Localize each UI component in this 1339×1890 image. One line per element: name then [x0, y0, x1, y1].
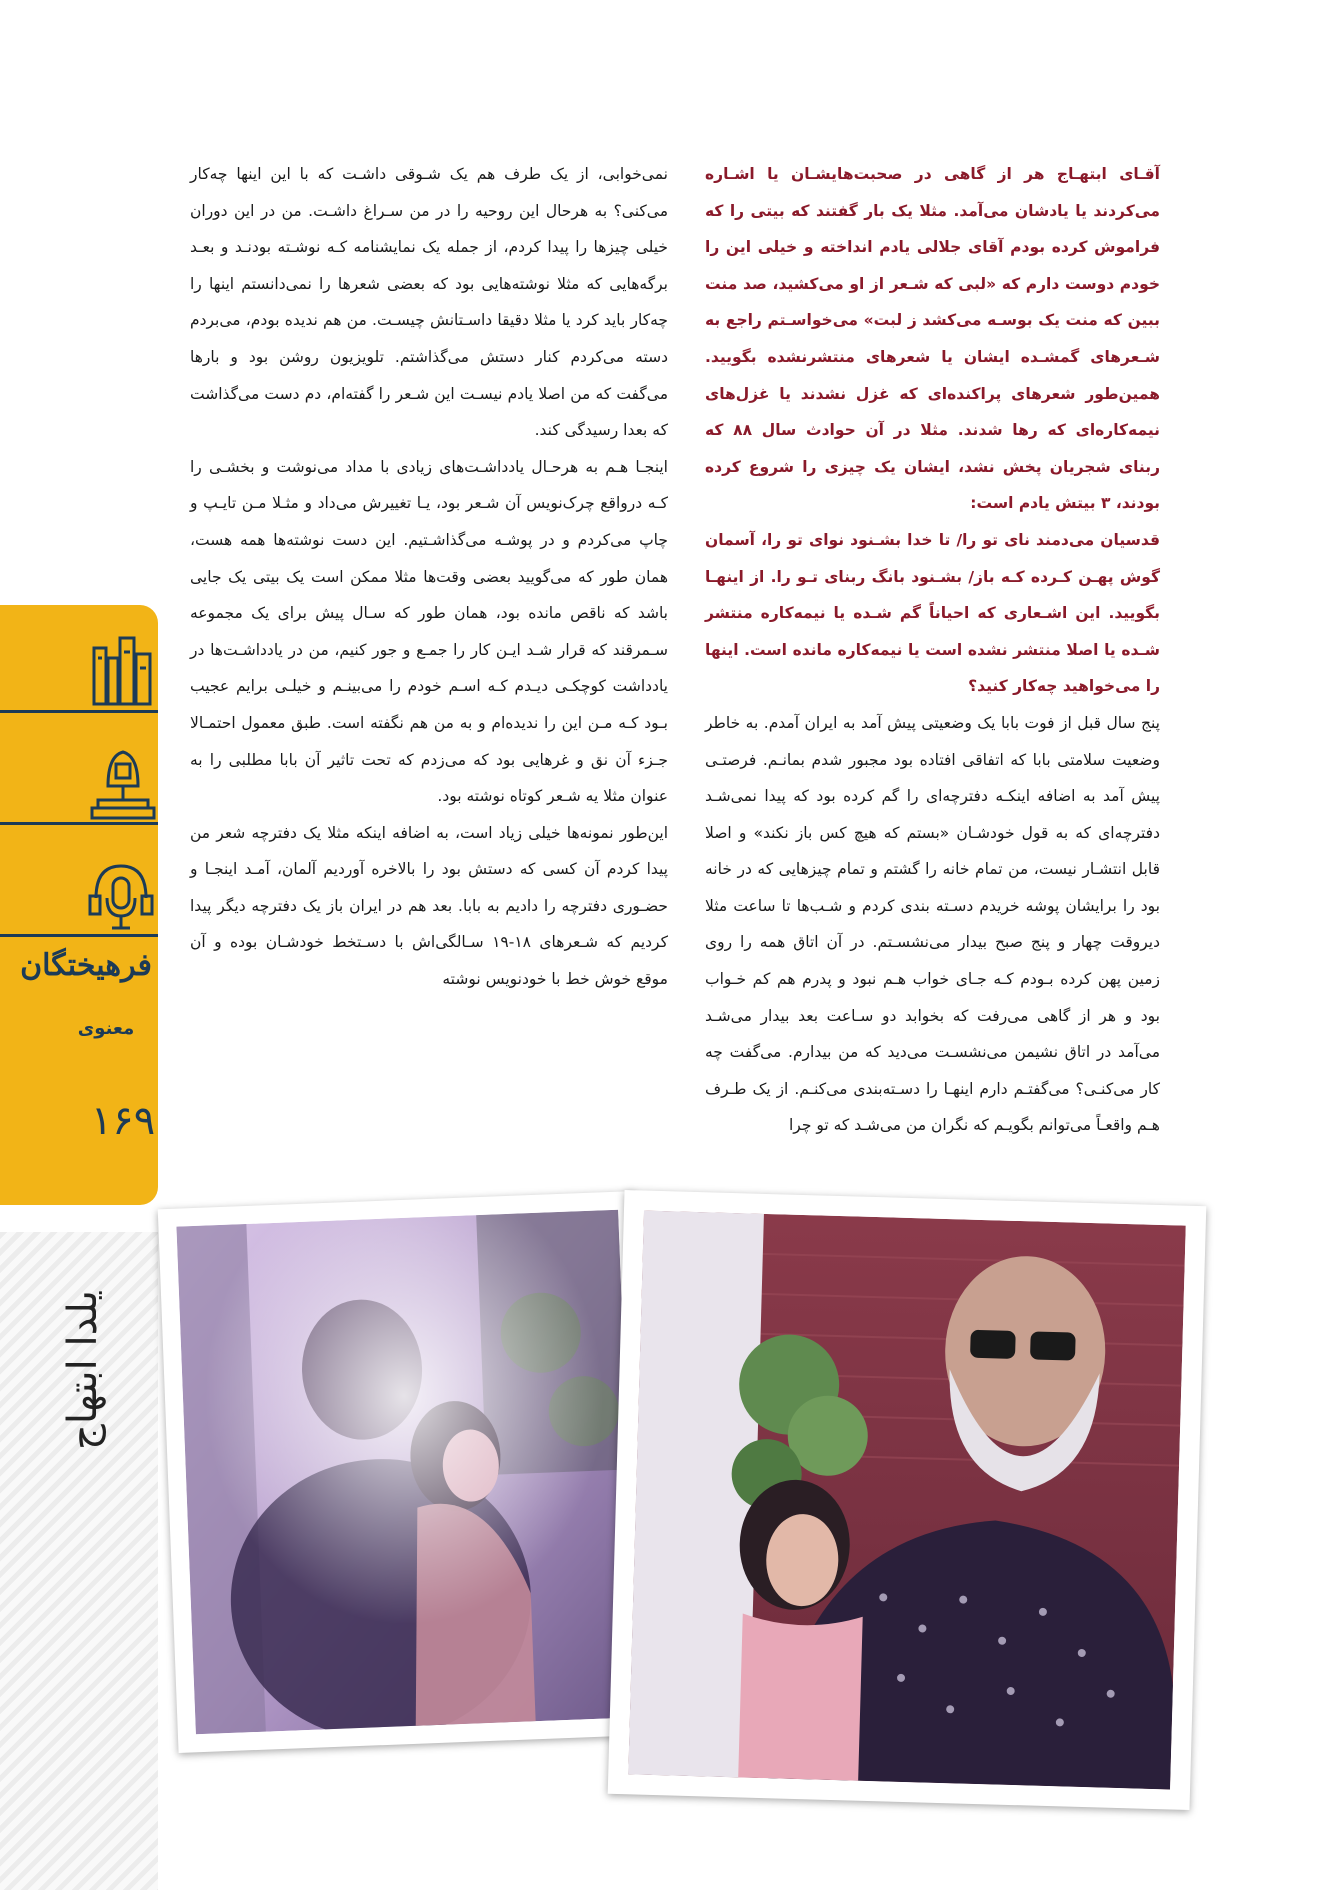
podcast-microphone-icon — [86, 858, 156, 934]
shelf-divider — [0, 710, 158, 713]
brand-logo: فرهیختگان — [20, 948, 152, 983]
photo-frame-right — [608, 1190, 1207, 1810]
author-name: یلدا ابتهاج — [60, 1290, 106, 1450]
photo-frame-left — [158, 1191, 657, 1753]
right-text-column — [705, 156, 1160, 1144]
paragraph-1: نمی‌خوابی، از یک طرف هم یک شـوقی داشـت که با این اینها چه‌کار می‌کنی؟ به هرحال این روحیه را در من سـراغ داشـت. من در این دوران خیلی چیزها را پیدا کردم، از جمله یک نمایشنامه کـه نوشـته بودنـد و بعـد برگه‌هایی که مثلا نوشته‌هایی بود که بعضی شعرها را نمی‌دانستم اینها را چه‌کار باید کرد یا مثلا دقیقا داسـتانش چیسـت. من هم ندیده بودم، می‌بردم دسته می‌کردم کنار دستش می‌گذاشتم. تلویزیون روشن بود و بارها می‌گفت که من اصلا یادم نیسـت این شـعر را گفته‌ام، دم دست می‌گذاشت که بعدا رسیدگی کند. — [190, 165, 668, 440]
section-label: معنوی — [77, 1018, 135, 1039]
photo-father-daughter-portrait — [628, 1211, 1186, 1790]
interview-question-verse: قدسیان می‌دمند نای تو را/ تا خدا بشـنود نوای تو را، آسمان گوش پهـن کـرده کـه باز/ بشـنود بانگ ربنای تـو را. از اینهـا بگویید. این اشـعاری که احیاناً گم شـده یا نیمه‌کاره منتشر شـده یا اصلا منتشر نشده است یا نیمه‌کاره مانده است. اینها را می‌خواهید چه‌کار کنید؟ — [705, 530, 1160, 696]
shelf-divider — [0, 822, 158, 825]
paragraph-3: این‌طور نمونه‌ها خیلی زیاد است، به اضافه اینکه مثلا یک دفترچه شعر من پیدا کردم آن کسی که دستش بود را بالاخره آوردیم آلمان، آمـد اینجـا و حضـوری دفترچه را دادیم به بابا. بعد هم در ایران باز یک دفترچه دیگر پیدا کردیم که شـعرهای ۱۸-۱۹ سـالگی‌اش با دسـتخط خودشـان بوده و آن موقع خوش خط با خودنویس نوشته — [190, 823, 668, 989]
bookshelf-icon — [90, 618, 156, 708]
paragraph-2: اینجـا هـم به هرحـال یادداشـت‌های زیادی با مداد می‌نوشت و بخشـی را کـه درواقع چرک‌نویس آن شـعر بود، یـا تغییرش می‌داد و مثـلا مـن تایـپ و چاپ می‌کردم و در پوشـه می‌گذاشـتیم. این دست نوشته‌ها همه هست، همان طور که می‌گویید بعضی وقت‌ها مثلا ممکن است یک بیتی یک جایی باشد که ناقص مانده بود، همان طور که سـال پیش برای یک مجموعه سـمرقند که قرار شـد ایـن کار را جمـع و جور کنیم، من در یادداشـت‌ها در یادداشت کوچکـی دیـدم کـه اسـم خودم را می‌بینـم و خیلـی برایم عجیب بـود کـه مـن این را ندیده‌ام و به من هم نگفته است. طبق معمول احتمـالا جـزء آن نق و غرهایی بود که می‌زدم که تحت تاثیر آن بابا مطلبی را به عنوان مثلا یه شـعر کوتاه نوشته بود. — [190, 457, 668, 806]
page-number: ۱۶۹ — [90, 1098, 156, 1144]
lamp-icon — [90, 742, 156, 822]
left-text-column — [190, 156, 668, 998]
interview-question-intro: آقـای ابتهـاج هر از گاهی در صحبت‌هایشـان یا اشـاره می‌کردند یا یادشان می‌آمد. مثلا یک بار گفتند که بیتی را که فراموش کرده بودم آقای جلالی یادم انداخته و خیلی این را خودم دوست دارم که «لبی که شـعر از او می‌کشید، صد منت ببین که منت یک بوسـه می‌کشد ز لبت» می‌خواسـتم راجع به شـعرهای گمشـده ایشان یا شعرهای منتشرنشده بگویید. همین‌طور شعرهای پراکنده‌ای که غزل نشدند یا غزل‌های نیمه‌کاره‌ای که رها شدند. مثلا در آن حوادث سال ۸۸ که ربنای شجریان پخش نشد، ایشان یک چیزی را شروع کرده بودند، ۳ بیتش یادم است: — [705, 165, 1160, 513]
photo-father-daughter-embrace — [176, 1210, 637, 1735]
interview-answer: پنج سال قبل از فوت بابا یک وضعیتی پیش آمد به ایران آمدم. به خاطر وضعیت سلامتی بابا که اتفاقی افتاده بود مجبور شدم بمانـم. فرصتـی پیش آمد به اضافه اینکـه دفترچه‌ای را گم کرده بود که پیدا نمی‌شـد دفترچه‌ای که به قول خودشـان «بستم که هیچ کس باز نکند» و اصلا قابل انتشـار نیست، من تمام خانه را گشتم و تمام چیزهایی که در خانه بود را برایشان پوشه خریدم دسـته بندی کردم و شـب‌ها تا ساعت مثلا دیروقت چهار و پنج صبح بیدار می‌نشسـتم. در آن اتاق همه را روی زمین پهن کرده بـودم کـه جـای خواب هـم نبود و پدرم هم کم خـواب بود و هر از گاهی می‌رفت که بخوابد دو سـاعت بعد بیدار می‌شـد می‌آمد در اتاق نشیمن می‌نشسـت می‌دید که من بیدارم. می‌گفت چه کار می‌کنـی؟ می‌گفتـم دارم اینهـا را دسـته‌بندی می‌کنـم. از یک طـرف هـم واقعـاً می‌توانم بگویـم که نگران من می‌شـد که تو چرا — [705, 713, 1160, 1135]
shelf-divider — [0, 934, 158, 937]
